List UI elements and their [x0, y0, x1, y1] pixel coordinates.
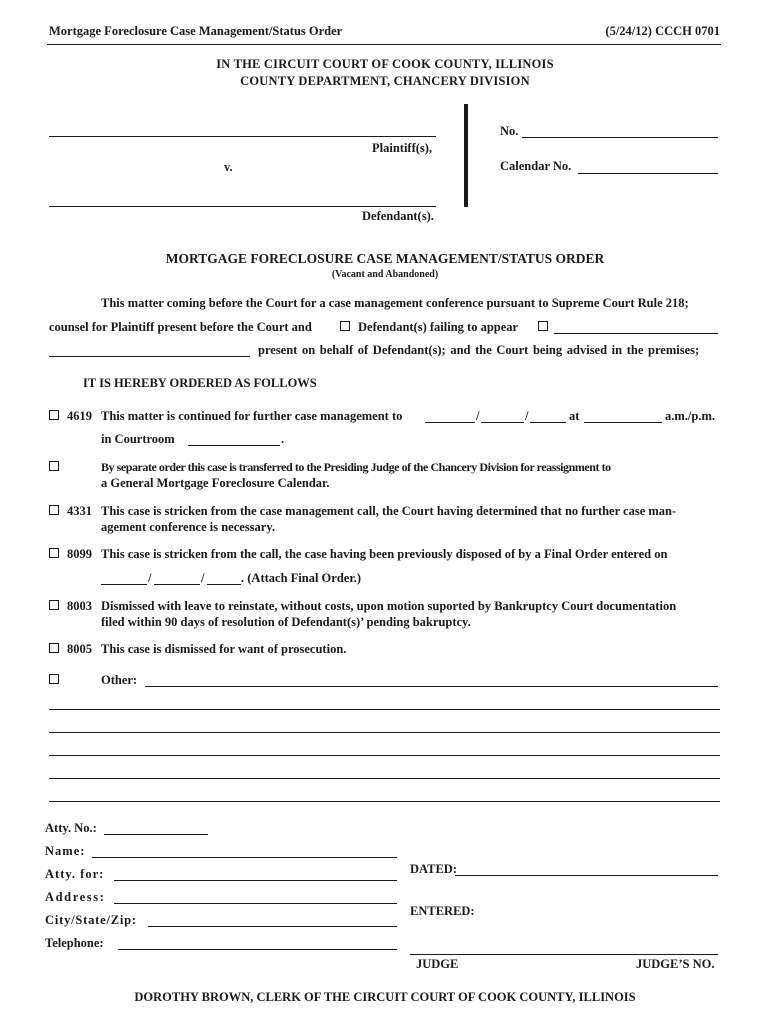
other-field-line4[interactable]	[49, 755, 720, 756]
judge-signature-line[interactable]	[410, 954, 718, 955]
courtroom-field[interactable]	[188, 445, 280, 446]
defendant-label: Defendant(s).	[362, 209, 434, 223]
entered-label: ENTERED:	[410, 904, 475, 918]
order-subtitle: (Vacant and Abandoned)	[331, 269, 439, 280]
plaintiff-line[interactable]	[49, 136, 436, 137]
attach-final-order: . (Attach Final Order.)	[241, 571, 362, 585]
present-name-field-1[interactable]	[554, 333, 718, 334]
atty-no-label: Atty. No.:	[45, 821, 97, 835]
present-name-field-2[interactable]	[49, 356, 250, 357]
item-4619-code: 4619	[67, 409, 92, 423]
caption-divider	[464, 104, 468, 207]
calendar-number-field[interactable]	[578, 173, 718, 174]
present-on-behalf-checkbox[interactable]	[538, 321, 548, 331]
ordered-heading: IT IS HEREBY ORDERED AS FOLLOWS	[83, 376, 317, 390]
item-4331-code: 4331	[67, 504, 92, 518]
transfer-text-line2: a General Mortgage Foreclosure Calendar.	[101, 476, 330, 490]
final-order-day-field[interactable]	[154, 584, 200, 585]
name-field[interactable]	[92, 857, 397, 858]
defendant-line[interactable]	[49, 206, 436, 207]
date-sep: /	[148, 571, 152, 585]
item-4331-text-line1: This case is stricken from the case management call, the Court having determined that no further case man-	[101, 504, 677, 518]
preamble-line2b: Defendant(s) failing to appear	[358, 320, 519, 334]
court-name-line2: COUNTY DEPARTMENT, CHANCERY DIVISION	[240, 74, 530, 88]
preamble-line2a: counsel for Plaintiff present before the Court and	[49, 320, 312, 334]
atty-for-field[interactable]	[114, 880, 397, 881]
address-field[interactable]	[114, 903, 397, 904]
item-8099-code: 8099	[67, 547, 92, 561]
item-8099-text: This case is stricken from the call, the case having been previously disposed of by a Final Order entered on	[101, 547, 668, 561]
final-order-month-field[interactable]	[101, 584, 147, 585]
other-field-line3[interactable]	[49, 732, 720, 733]
city-state-zip-label: City/State/Zip:	[45, 913, 137, 927]
case-number-label: No.	[500, 124, 519, 138]
case-number-field[interactable]	[522, 137, 718, 138]
date-sep: /	[525, 409, 529, 423]
telephone-field[interactable]	[118, 949, 397, 950]
other-label: Other:	[101, 673, 138, 687]
ampm-label: a.m./p.m.	[665, 409, 715, 423]
dated-field[interactable]	[455, 875, 718, 876]
item-4619-checkbox[interactable]	[49, 410, 59, 420]
court-name-line1: IN THE CIRCUIT COURT OF COOK COUNTY, ILLINOIS	[216, 57, 554, 71]
transfer-checkbox[interactable]	[49, 461, 59, 471]
atty-for-label: Atty. for:	[45, 867, 105, 881]
continue-time-field[interactable]	[584, 422, 662, 423]
plaintiff-label: Plaintiff(s),	[372, 141, 433, 155]
item-4331-checkbox[interactable]	[49, 505, 59, 515]
defendant-fail-checkbox[interactable]	[340, 321, 350, 331]
item-4331-text-line2: agement conference is necessary.	[101, 520, 276, 534]
item-8005-text: This case is dismissed for want of prosecution.	[101, 642, 347, 656]
judges-no-label: JUDGE’S NO.	[636, 957, 715, 971]
item-4619-text: This matter is continued for further case management to	[101, 409, 403, 423]
item-8099-checkbox[interactable]	[49, 548, 59, 558]
form-code: (5/24/12) CCCH 0701	[605, 24, 720, 38]
transfer-text-line1: By separate order this case is transferred to the Presiding Judge of the Chancery Division for reassignment to	[101, 460, 611, 474]
other-field-line1[interactable]	[145, 686, 718, 687]
address-label: Address:	[45, 890, 106, 904]
preamble-line3: present on behalf of Defendant(s); and the Court being advised in the premises;	[258, 343, 700, 357]
other-field-line5[interactable]	[49, 778, 720, 779]
form-title: Mortgage Foreclosure Case Management/Status Order	[49, 24, 343, 38]
atty-no-field[interactable]	[104, 834, 208, 835]
preamble-line1: This matter coming before the Court for a case management conference pursuant to Supreme Court Rule 218;	[101, 296, 689, 310]
date-sep: /	[201, 571, 205, 585]
other-field-line6[interactable]	[49, 801, 720, 802]
date-sep: /	[476, 409, 480, 423]
item-8003-checkbox[interactable]	[49, 600, 59, 610]
item-8003-text-line2: filed within 90 days of resolution of Defendant(s)’ pending bakruptcy.	[101, 615, 471, 629]
header-rule	[47, 44, 721, 45]
city-state-zip-field[interactable]	[148, 926, 397, 927]
other-checkbox[interactable]	[49, 674, 59, 684]
name-label: Name:	[45, 844, 86, 858]
item-8005-checkbox[interactable]	[49, 643, 59, 653]
item-8003-text-line1: Dismissed with leave to reinstate, without costs, upon motion suported by Bankruptcy Court documentation	[101, 599, 677, 613]
clerk-footer: DOROTHY BROWN, CLERK OF THE CIRCUIT COURT OF COOK COUNTY, ILLINOIS	[134, 990, 636, 1004]
final-order-year-field[interactable]	[207, 584, 241, 585]
telephone-label: Telephone:	[45, 936, 104, 950]
at-label: at	[569, 409, 580, 423]
calendar-number-label: Calendar No.	[500, 159, 572, 173]
other-field-line2[interactable]	[49, 709, 720, 710]
item-8005-code: 8005	[67, 642, 92, 656]
continue-month-field[interactable]	[425, 422, 475, 423]
versus-label: v.	[224, 160, 233, 174]
dated-label: DATED:	[410, 862, 457, 876]
continue-day-field[interactable]	[481, 422, 524, 423]
order-title: MORTGAGE FORECLOSURE CASE MANAGEMENT/STATUS ORDER	[165, 251, 605, 266]
judge-label: JUDGE	[416, 957, 459, 971]
courtroom-label: in Courtroom	[101, 432, 175, 446]
courtroom-period: .	[281, 432, 285, 446]
continue-year-field[interactable]	[530, 422, 566, 423]
item-8003-code: 8003	[67, 599, 92, 613]
